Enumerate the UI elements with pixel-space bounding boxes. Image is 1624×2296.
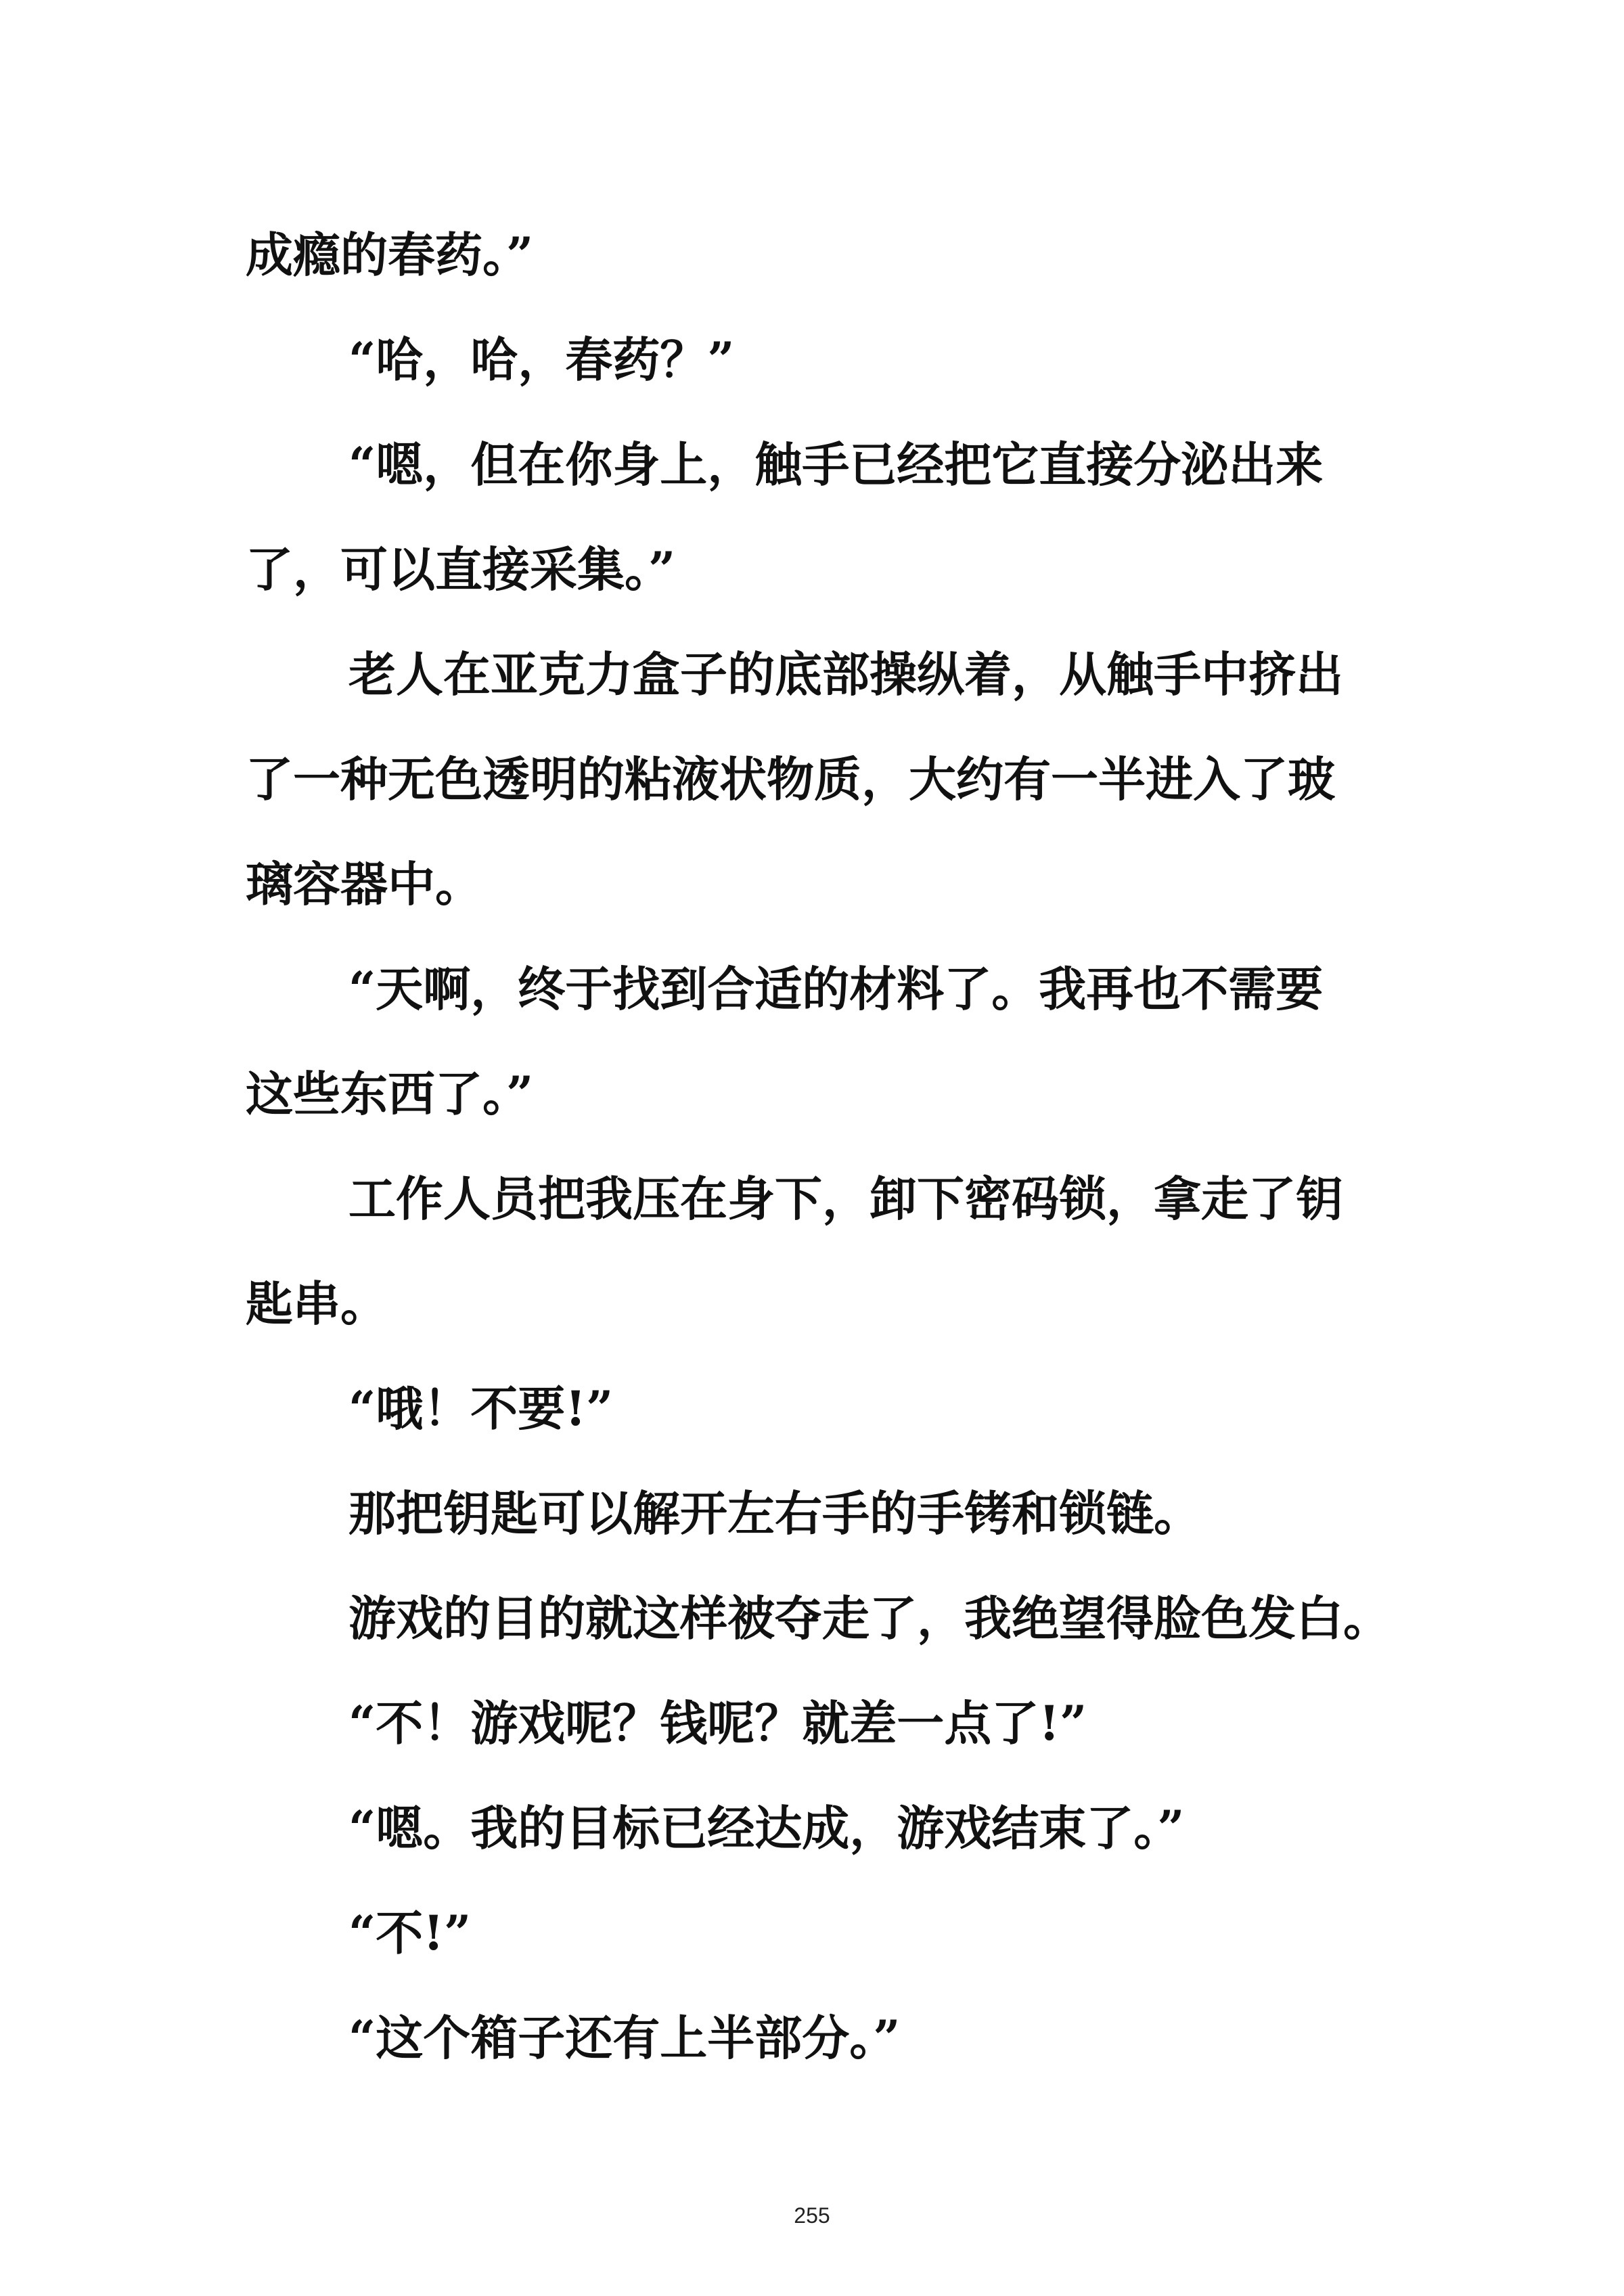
text-line: 了一种无色透明的粘液状物质，大约有一半进入了玻: [246, 751, 1335, 807]
text-line: “不!”: [348, 1905, 472, 1961]
text-line: “哈，哈，春药？”: [348, 332, 735, 388]
text-line: “哦！不要!”: [348, 1380, 614, 1437]
text-line: “这个箱子还有上半部分。”: [348, 2010, 901, 2066]
text-line: “嗯。我的目标已经达成，游戏结束了。”: [348, 1800, 1185, 1856]
text-line: 老人在亚克力盒子的底部操纵着，从触手中挤出: [348, 646, 1343, 702]
text-line: “天啊，终于找到合适的材料了。我再也不需要: [348, 961, 1324, 1017]
text-line: 匙串。: [246, 1276, 388, 1332]
page-number: 255: [794, 2203, 830, 2228]
text-line: 游戏的目的就这样被夺走了，我绝望得脸色发白。: [348, 1590, 1391, 1646]
text-line: 了，可以直接采集。”: [246, 541, 676, 598]
text-line: “不！游戏呢？钱呢？就差一点了!”: [348, 1695, 1087, 1751]
text-line: 那把钥匙可以解开左右手的手铐和锁链。: [348, 1485, 1201, 1541]
text-line: 工作人员把我压在身下，卸下密码锁，拿走了钥: [348, 1171, 1343, 1227]
text-line: 成瘾的春药。”: [246, 227, 534, 283]
text-line: 这些东西了。”: [246, 1066, 534, 1122]
text-line: 璃容器中。: [246, 856, 482, 912]
text-line: “嗯，但在你身上，触手已经把它直接分泌出来: [348, 436, 1324, 493]
